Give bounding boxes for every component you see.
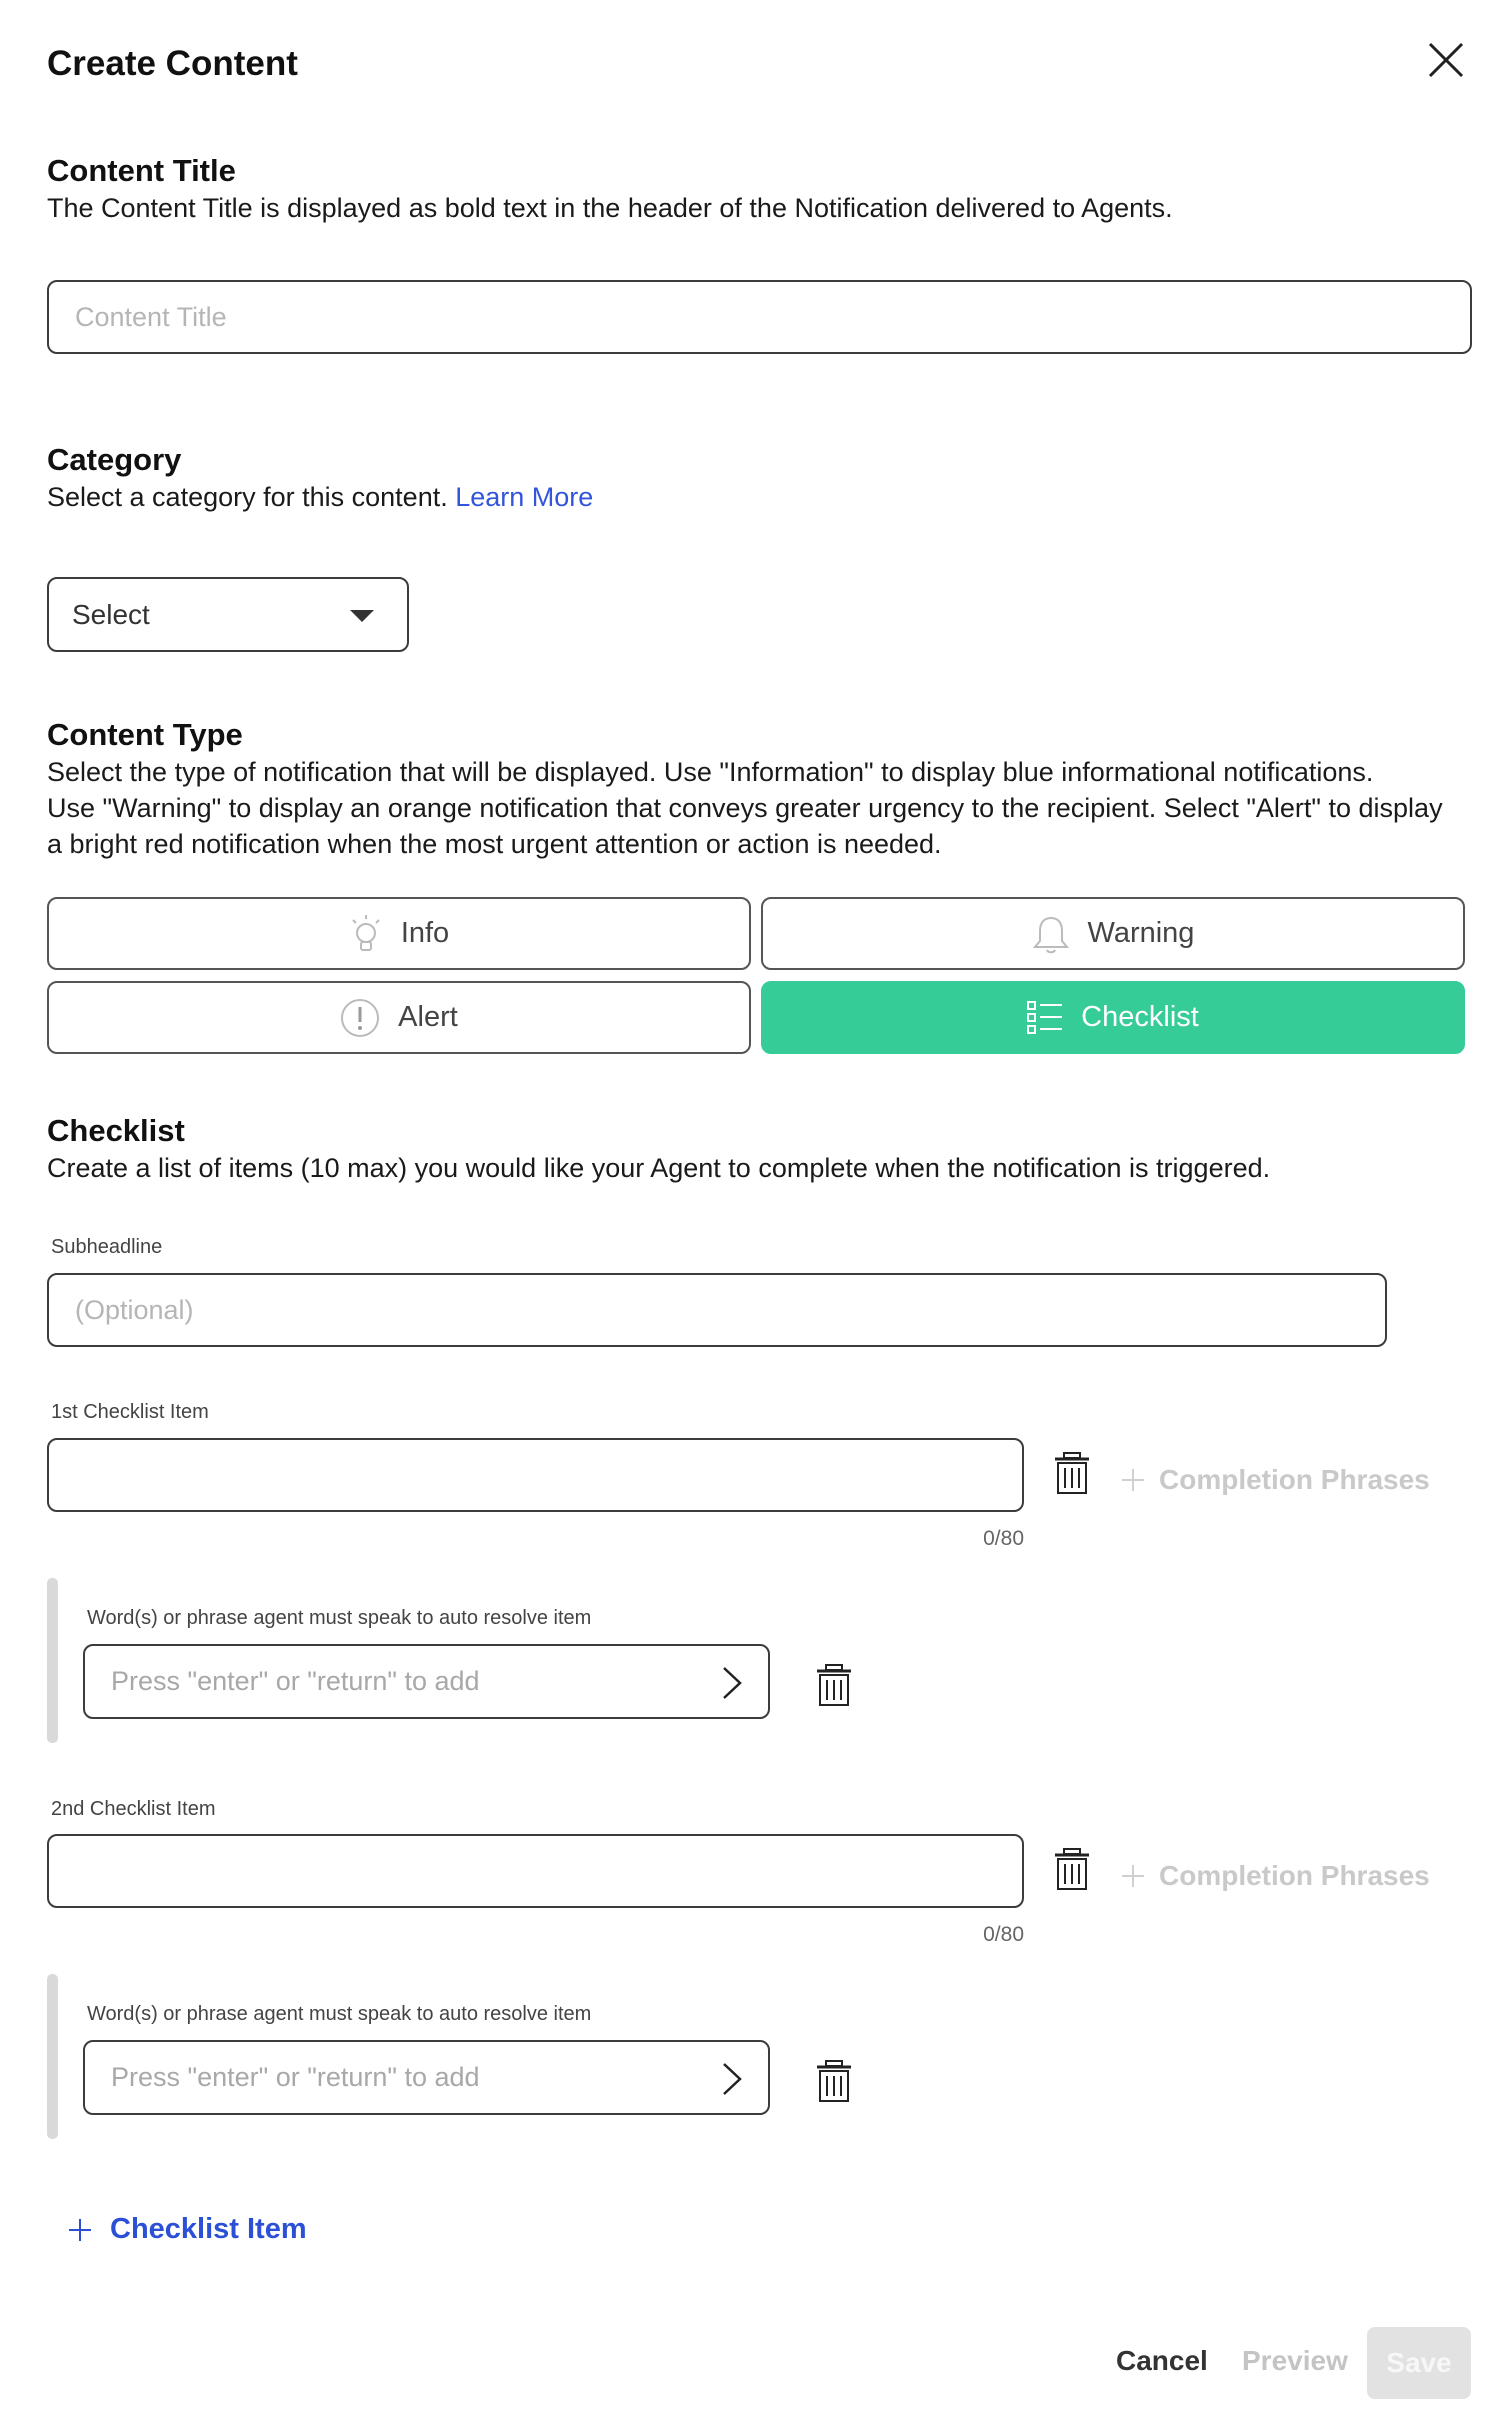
delete-item-trash-icon[interactable]	[1054, 1848, 1090, 1890]
checklist-item-label: 2nd Checklist Item	[51, 1798, 216, 1820]
phrase-input-box	[83, 1644, 770, 1719]
content-type-description-line: a bright red notification when the most urgent attention or action is needed.	[47, 829, 942, 859]
type-option-label: Alert	[398, 1001, 458, 1033]
content-title-input[interactable]	[47, 280, 1472, 354]
type-option-alert[interactable]	[47, 981, 751, 1054]
type-option-warning[interactable]	[761, 897, 1465, 970]
checklist-description: Create a list of items (10 max) you would like your Agent to complete when the notification is triggered.	[47, 1153, 1271, 1183]
preview-button[interactable]: Preview	[1242, 2345, 1348, 2376]
delete-phrase-trash-icon[interactable]	[816, 1664, 852, 1706]
category-heading: Category	[47, 442, 182, 477]
checklist-item-input[interactable]	[47, 1438, 1024, 1512]
save-button[interactable]: Save	[1367, 2327, 1471, 2399]
add-completion-phrases-button[interactable]	[1121, 1860, 1430, 1892]
plus-icon	[1121, 1864, 1145, 1888]
content-type-description	[47, 754, 1477, 862]
content-type-heading: Content Type	[47, 717, 243, 752]
phrase-label: Word(s) or phrase agent must speak to auto resolve item	[87, 2003, 592, 2025]
checklist-item-label: 1st Checklist Item	[51, 1401, 209, 1423]
modal-title: Create Content	[47, 44, 298, 83]
bell-icon	[1032, 914, 1070, 954]
content-type-description-line: Use "Warning" to display an orange notification that conveys greater urgency to the recipient. Select "Alert" to display	[47, 793, 1443, 823]
caret-down-icon	[349, 609, 375, 623]
type-option-label: Checklist	[1081, 1001, 1199, 1033]
subheadline-label: Subheadline	[51, 1236, 163, 1258]
checklist-heading: Checklist	[47, 1113, 185, 1148]
category-description	[47, 479, 593, 515]
type-option-info[interactable]	[47, 897, 751, 970]
plus-icon	[1121, 1468, 1145, 1492]
content-title-heading: Content Title	[47, 153, 236, 188]
type-option-checklist[interactable]	[761, 981, 1465, 1054]
plus-icon	[68, 2218, 92, 2242]
type-option-label: Info	[400, 917, 450, 949]
lightbulb-icon	[349, 914, 383, 954]
phrase-label: Word(s) or phrase agent must speak to auto resolve item	[87, 1607, 592, 1629]
checklist-item-input[interactable]	[47, 1834, 1024, 1908]
delete-phrase-trash-icon[interactable]	[816, 2060, 852, 2102]
phrase-input-box	[83, 2040, 770, 2115]
type-option-label: Warning	[1087, 917, 1195, 949]
phrase-group-bar	[47, 1974, 58, 2139]
close-icon	[1426, 40, 1466, 80]
completion-phrases-label: Completion Phrases	[1159, 1464, 1430, 1495]
alert-circle-icon	[340, 998, 380, 1038]
chevron-right-icon[interactable]	[722, 1666, 742, 1700]
content-title-description: The Content Title is displayed as bold text in the header of the Notification delivered to Agents.	[47, 193, 1173, 223]
learn-more-link[interactable]: Learn More	[455, 482, 594, 512]
checklist-icon	[1027, 1000, 1063, 1036]
content-type-description-line: Select the type of notification that will be displayed. Use "Information" to display blue informational notifications.	[47, 757, 1374, 787]
phrase-input[interactable]	[85, 2042, 685, 2113]
category-select-value: Select	[72, 599, 150, 630]
close-button[interactable]	[1426, 40, 1466, 80]
add-completion-phrases-button[interactable]	[1121, 1464, 1430, 1496]
character-counter: 0/80	[983, 1527, 1024, 1550]
completion-phrases-label: Completion Phrases	[1159, 1860, 1430, 1891]
category-select[interactable]	[47, 577, 409, 652]
subheadline-input[interactable]	[47, 1273, 1387, 1347]
add-checklist-item-label: Checklist Item	[110, 2213, 307, 2245]
cancel-button[interactable]: Cancel	[1116, 2345, 1208, 2376]
delete-item-trash-icon[interactable]	[1054, 1452, 1090, 1494]
category-description-text: Select a category for this content.	[47, 482, 448, 512]
phrase-group-bar	[47, 1578, 58, 1743]
add-checklist-item-button[interactable]	[68, 2213, 307, 2246]
character-counter: 0/80	[983, 1923, 1024, 1946]
phrase-input[interactable]	[85, 1646, 685, 1717]
chevron-right-icon[interactable]	[722, 2062, 742, 2096]
